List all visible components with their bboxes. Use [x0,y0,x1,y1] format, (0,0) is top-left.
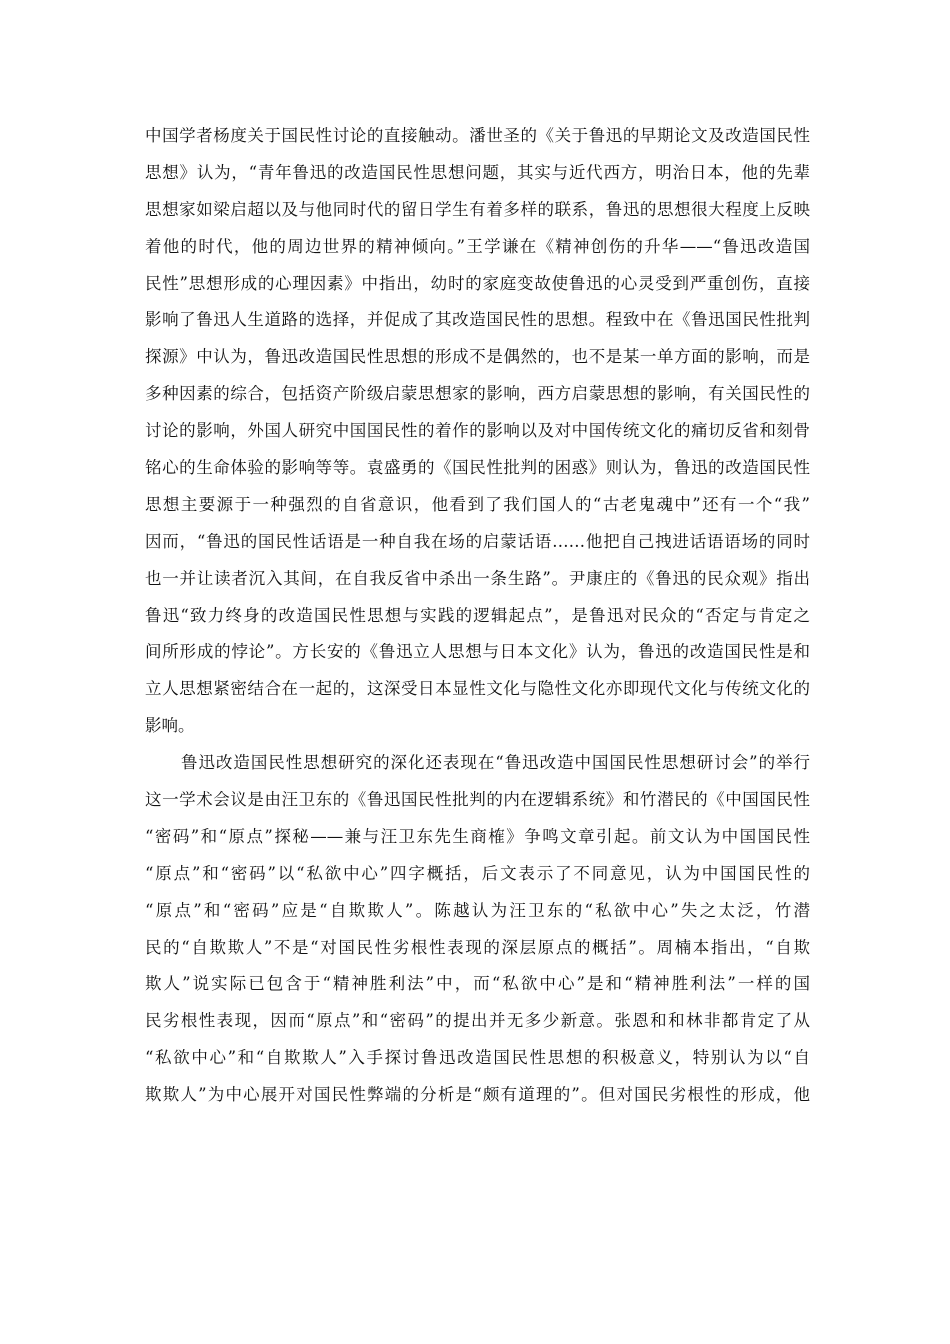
text-line: 民劣根性表现，因而“原点”和“密码”的提出并无多少新意。张恩和和林非都肯定了从 [145,1011,810,1031]
text-line: 多种因素的综合，包括资产阶级启蒙思想家的影响，西方启蒙思想的影响，有关国民性的 [145,384,810,404]
text-line: “密码”和“原点”探秘——兼与汪卫东先生商榷》争鸣文章引起。前文认为中国国民性 [145,826,810,846]
text-line: 影响了鲁迅人生道路的选择，并促成了其改造国民性的思想。程致中在《鲁迅国民性批判 [145,310,810,330]
text-line: 探源》中认为，鲁迅改造国民性思想的形成不是偶然的，也不是某一单方面的影响，而是 [145,347,810,367]
text-line: “原点”和“密码”以“私欲中心”四字概括，后文表示了不同意见，认为中国国民性的 [145,863,810,883]
text-line: 民的“自欺欺人”不是“对国民性劣根性表现的深层原点的概括”。周楠本指出，“自欺 [145,937,810,957]
text-line: 民性”思想形成的心理因素》中指出，幼时的家庭变故使鲁迅的心灵受到严重创伤，直接 [145,273,810,293]
text-line: 鲁迅改造国民性思想研究的深化还表现在“鲁迅改造中国国民性思想研讨会”的举行 [181,753,810,773]
text-line: 欺人”说实际已包含于“精神胜利法”中，而“私欲中心”是和“精神胜利法”一样的国 [145,974,810,994]
text-line: 中国学者杨度关于国民性讨论的直接触动。潘世圣的《关于鲁迅的早期论文及改造国民性 [145,126,810,145]
text-line: 思想主要源于一种强烈的自省意识，他看到了我们国人的“古老鬼魂中”还有一个“我” [145,494,810,514]
text-line: 欺欺人”为中心展开对国民性弊端的分析是“颇有道理的”。但对国民劣根性的形成，他 [145,1085,810,1105]
text-line: 间所形成的悖论”。方长安的《鲁迅立人思想与日本文化》认为，鲁迅的改造国民性是和 [145,642,810,662]
text-line: 因而，“鲁迅的国民性话语是一种自我在场的启蒙话语……他把自己拽进话语语场的同时 [145,531,810,551]
text-line: 也一并让读者沉入其间，在自我反省中杀出一条生路”。尹康庄的《鲁迅的民众观》指出 [145,568,810,588]
text-line: 讨论的影响，外国人研究中国国民性的着作的影响以及对中国传统文化的痛切反省和刻骨 [145,421,810,441]
text-line: 铭心的生命体验的影响等等。袁盛勇的《国民性批判的困惑》则认为，鲁迅的改造国民性 [145,458,810,478]
text-line: 思想家如梁启超以及与他同时代的留日学生有着多样的联系，鲁迅的思想很大程度上反映 [145,199,810,219]
text-line: 思想》认为，“青年鲁迅的改造国民性思想问题，其实与近代西方，明治日本，他的先辈 [145,162,810,182]
text-line: “原点”和“密码”应是“自欺欺人”。陈越认为汪卫东的“私欲中心”失之太泛，竹潜 [145,900,810,920]
body-text [145,118,810,1114]
text-line: 着他的时代，他的周边世界的精神倾向。”王学谦在《精神创伤的升华——“鲁迅改造国 [145,236,810,256]
text-line: “私欲中心”和“自欺欺人”入手探讨鲁迅改造国民性思想的积极意义，特别认为以“自 [145,1048,810,1068]
text-line: 影响。 [145,716,195,736]
text-line: 鲁迅“致力终身的改造国民性思想与实践的逻辑起点”，是鲁迅对民众的“否定与肯定之 [145,605,810,625]
text-line: 立人思想紧密结合在一起的，这深受日本显性文化与隐性文化亦即现代文化与传统文化的 [145,679,810,699]
text-line: 这一学术会议是由汪卫东的《鲁迅国民性批判的内在逻辑系统》和竹潜民的《中国国民性 [145,790,810,810]
paragraph-1 [145,118,810,745]
paragraph-2 [145,745,810,1114]
